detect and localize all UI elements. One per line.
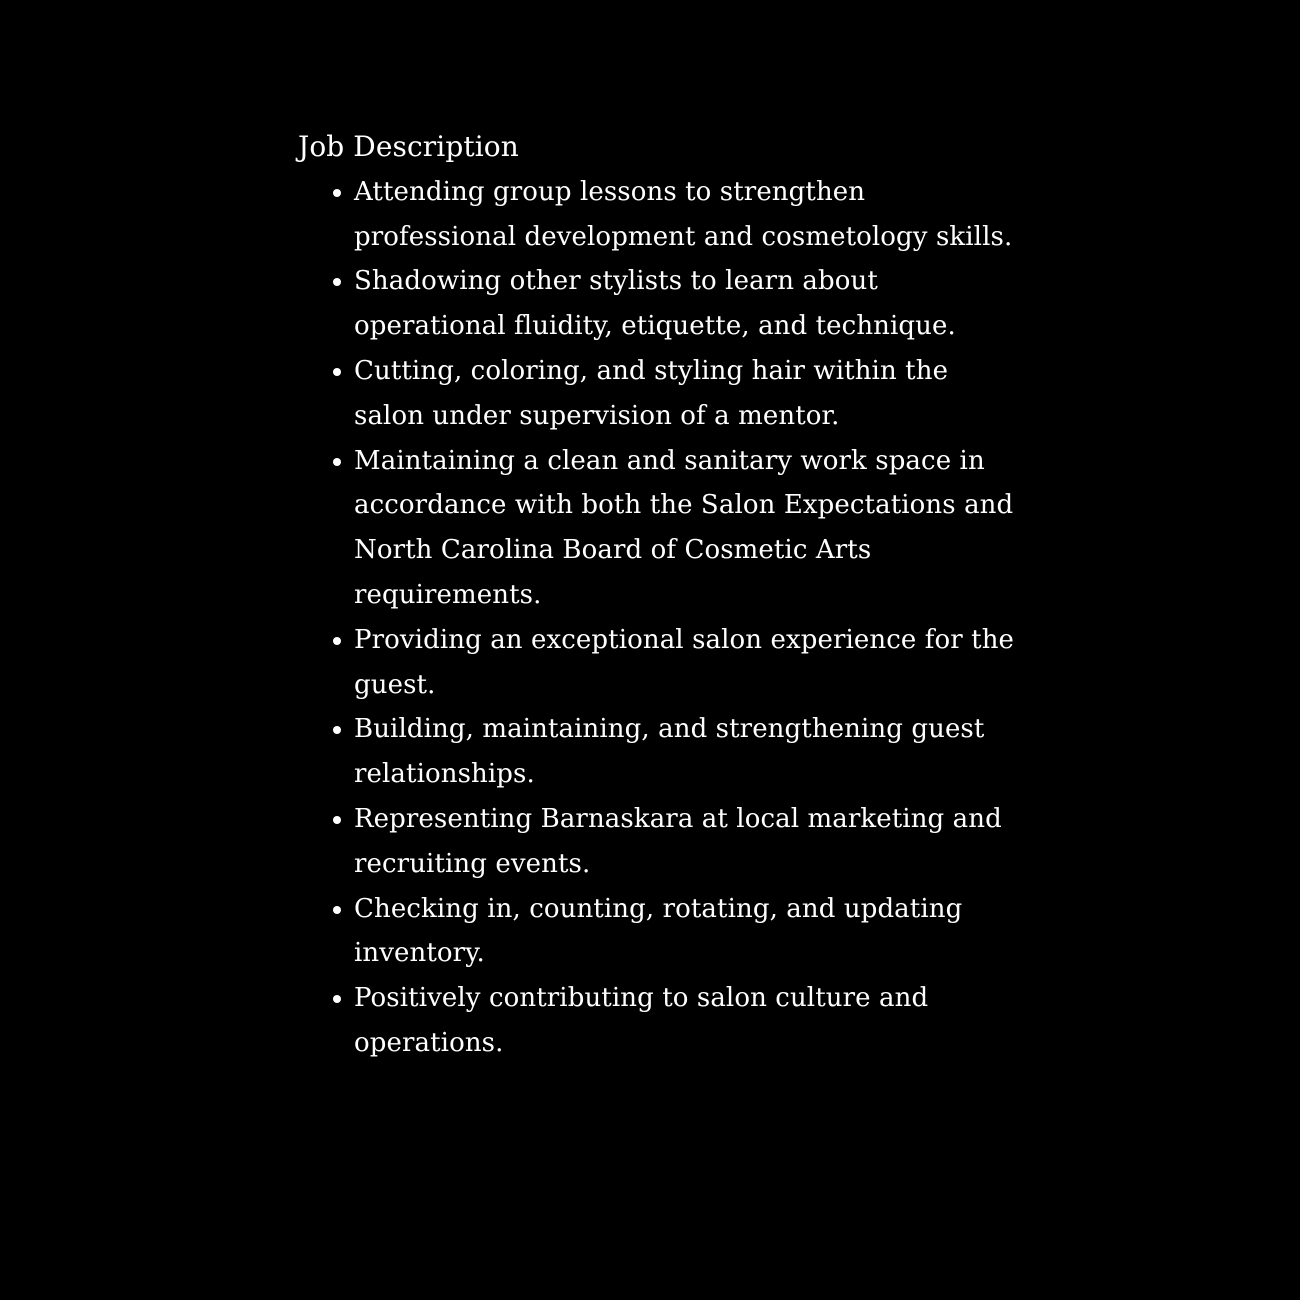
bullet-dot-icon	[333, 278, 341, 286]
list-item-text: Cutting, coloring, and styling hair within the salon under supervision of a mentor.	[354, 355, 949, 431]
list-item-text: Maintaining a clean and sanitary work space in accordance with both the Salon Expectations and North Carolina Board of Cosmetic Arts requirements.	[354, 445, 1014, 610]
bullet-dot-icon	[333, 368, 341, 376]
bullet-dot-icon	[333, 995, 341, 1003]
job-description-section	[298, 125, 1018, 1066]
bullet-dot-icon	[333, 189, 341, 197]
bullet-dot-icon	[333, 816, 341, 824]
list-item-text: Attending group lessons to strengthen professional development and cosmetology skills.	[354, 176, 1013, 252]
bullet-dot-icon	[333, 458, 341, 466]
list-item	[298, 797, 1018, 887]
list-item	[298, 439, 1018, 618]
list-item	[298, 349, 1018, 439]
list-item	[298, 707, 1018, 797]
list-item	[298, 259, 1018, 349]
list-item-text: Positively contributing to salon culture and operations.	[354, 983, 929, 1058]
list-item	[298, 887, 1018, 977]
list-item	[298, 170, 1018, 260]
job-duties-list	[298, 170, 1018, 1066]
list-item	[298, 976, 1018, 1066]
bullet-dot-icon	[333, 726, 341, 734]
list-item-text: Building, maintaining, and strengthening guest relationships.	[354, 714, 985, 790]
bullet-dot-icon	[333, 906, 341, 914]
list-item	[298, 618, 1018, 708]
section-title: Job Description	[298, 130, 519, 163]
list-item-text: Providing an exceptional salon experience for the guest.	[354, 624, 1015, 700]
list-item-text: Shadowing other stylists to learn about operational fluidity, etiquette, and technique.	[354, 266, 956, 342]
list-item-text: Representing Barnaskara at local marketing and recruiting events.	[354, 803, 1002, 879]
bullet-dot-icon	[333, 637, 341, 645]
list-item-text: Checking in, counting, rotating, and updating inventory.	[354, 893, 963, 969]
